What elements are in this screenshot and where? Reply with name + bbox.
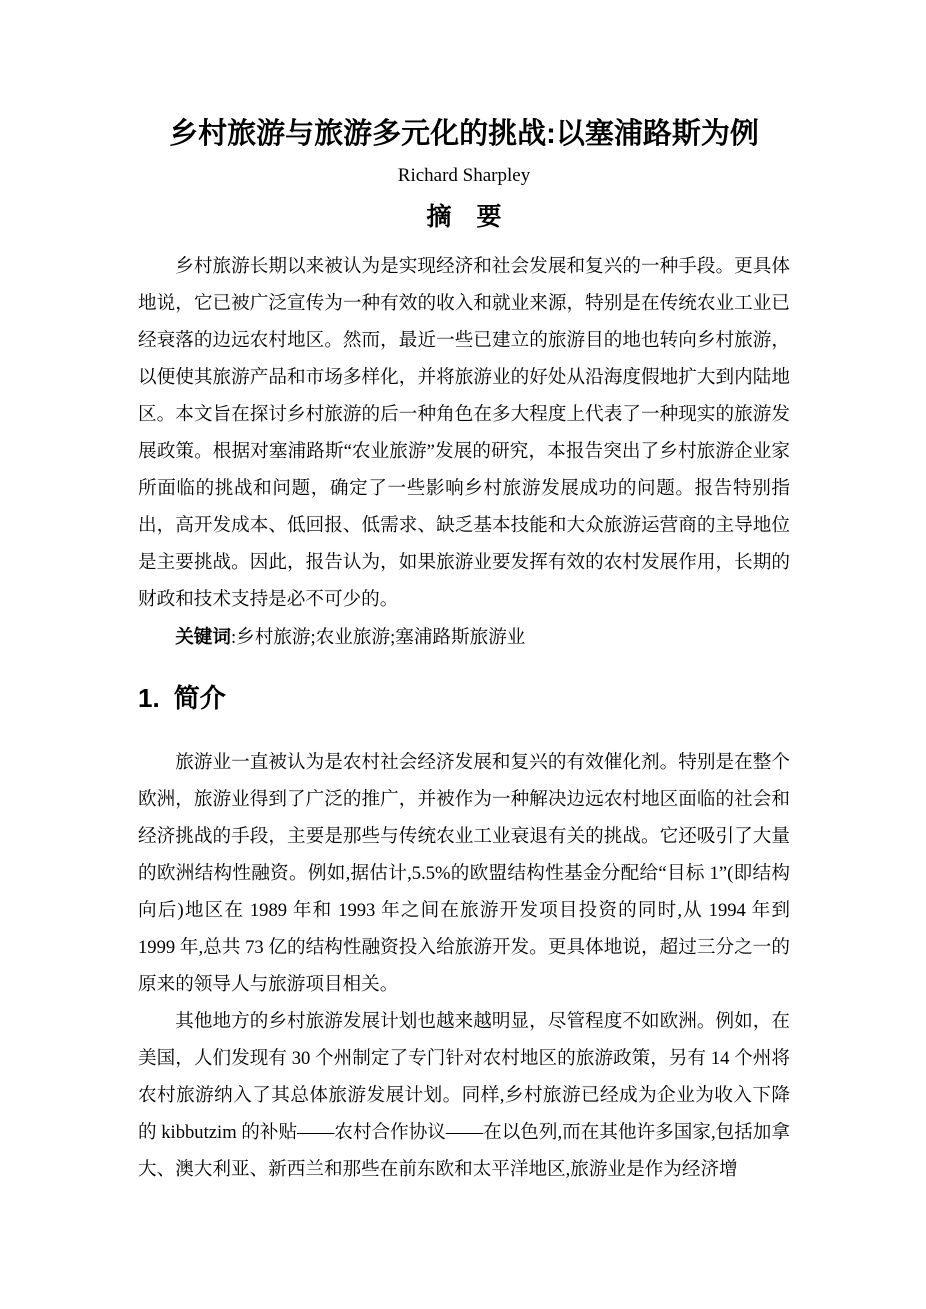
section-1-number: 1. <box>138 683 160 713</box>
document-title: 乡村旅游与旅游多元化的挑战:以塞浦路斯为例 <box>169 118 759 150</box>
keywords-text: :乡村旅游;农业旅游;塞浦路斯旅游业 <box>230 627 526 648</box>
section-1-title: 简介 <box>173 683 226 713</box>
abstract-heading: 摘 要 <box>426 203 502 231</box>
keywords-label: 关键词 <box>175 626 231 647</box>
section-1-heading <box>138 680 790 716</box>
keywords-line <box>138 618 790 656</box>
intro-paragraph-1: 旅游业一直被认为是农村社会经济发展和复兴的有效催化剂。特别是在整个欧洲，旅游业得到了广泛的推广，并被作为一种解决边远农村地区面临的社会和经济挑战的手段，主要是那些与传统农业工业衰退有关的挑战。它还吸引了大量的欧洲结构性融资。例如,据估计,5.5%的欧盟结构性基金分配给“目标 1”(即结构向后)地区在 1989 年和 1993 年之间在旅游开发项目投资的同时,从 1994 年到 1999 年,总共 73 亿的结构性融资投入给旅游开发。更具体地说，超过三分之一的原来的领导人与旅游项目相关。 <box>138 752 790 995</box>
abstract-paragraph: 乡村旅游长期以来被认为是实现经济和社会发展和复兴的一种手段。更具体地说，它已被广泛宣传为一种有效的收入和就业来源，特别是在传统农业工业已经衰落的边远农村地区。然而，最近一些已建立的旅游目的地也转向乡村旅游，以便使其旅游产品和市场多样化，并将旅游业的好处从沿海度假地扩大到内陆地区。本文旨在探讨乡村旅游的后一种角色在多大程度上代表了一种现实的旅游发展政策。根据对塞浦路斯“农业旅游”发展的研究，本报告突出了乡村旅游企业家所面临的挑战和问题，确定了一些影响乡村旅游发展成功的问题。报告特别指出，高开发成本、低回报、低需求、缺乏基本技能和大众旅游运营商的主导地位是主要挑战。因此，报告认为，如果旅游业要发挥有效的农村发展作用，长期的财政和技术支持是必不可少的。 <box>138 256 790 610</box>
author-name: Richard Sharpley <box>397 165 531 186</box>
intro-paragraph-2: 其他地方的乡村旅游发展计划也越来越明显，尽管程度不如欧洲。例如，在美国，人们发现有 30 个州制定了专门针对农村地区的旅游政策，另有 14 个州将农村旅游纳入了其总体旅游发展计划。同样,乡村旅游已经成为企业为收入下降的 kibbutzim 的补贴——农村合作协议——在以色列,而在其他许多国家,包括加拿大、澳大利亚、新西兰和那些在前东欧和太平洋地区,旅游业是作为经济增 <box>138 1011 790 1180</box>
